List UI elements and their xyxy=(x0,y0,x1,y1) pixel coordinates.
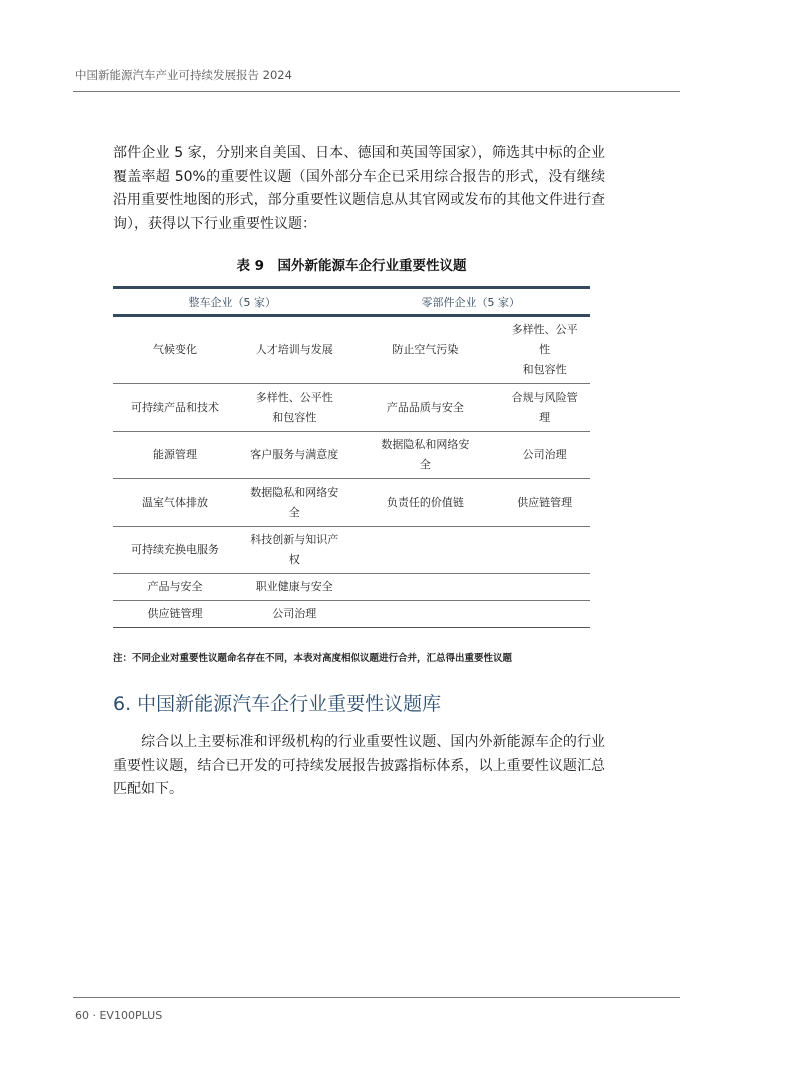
intro-paragraph: 部件企业 5 家，分别来自美国、日本、德国和英国等国家），筛选其中标的企业覆盖率超 50%的重要性议题（国外部分车企已采用综合报告的形式，没有继续沿用重要性地图的形式，部分重要性议题信息从其官网或发布的其他文件进行查询），获得以下行业重要性议题： xyxy=(113,145,605,232)
table-cell xyxy=(113,527,237,574)
cell-text: 供应链管理 xyxy=(147,607,203,620)
cell-text: 产品与安全 xyxy=(147,580,203,593)
table-row xyxy=(113,601,590,628)
table-row xyxy=(113,432,590,479)
table-row xyxy=(113,479,590,527)
table-cell xyxy=(351,479,499,527)
cell-text: 职业健康与安全 xyxy=(255,580,333,593)
table-cell xyxy=(113,432,237,479)
cell-text: 性 xyxy=(539,343,551,356)
cell-text: 温室气体排放 xyxy=(142,495,208,509)
header-divider xyxy=(73,91,680,92)
cell-text: 负责任的价值链 xyxy=(386,495,464,509)
cell-text: 多样性、公平 xyxy=(511,323,578,336)
cell-text: 和包容性 xyxy=(272,410,317,424)
running-header: 中国新能源汽车产业可持续发展报告 2024 xyxy=(75,68,292,82)
cell-text: 科技创新与知识产 xyxy=(250,533,339,546)
table-cell xyxy=(113,574,237,601)
table-cell xyxy=(351,384,499,432)
cell-text: 合规与风险管 xyxy=(511,390,578,404)
header-vehicle-makers: 整车企业（5 家） xyxy=(113,288,351,316)
table-cell xyxy=(237,527,351,574)
cell-text: 可持续产品和技术 xyxy=(131,400,219,414)
table-cell xyxy=(113,316,237,384)
cell-text: 可持续充换电服务 xyxy=(131,543,219,556)
cell-text: 产品品质与安全 xyxy=(386,400,464,414)
table-cell xyxy=(499,601,590,628)
table-cell xyxy=(237,574,351,601)
table-cell xyxy=(499,316,590,384)
header-parts-suppliers: 零部件企业（5 家） xyxy=(351,288,590,316)
cell-text: 多样性、公平性 xyxy=(255,390,333,404)
cell-text: 供应链管理 xyxy=(517,495,573,509)
table-cell xyxy=(351,316,499,384)
cell-text: 气候变化 xyxy=(153,343,197,356)
cell-text: 防止空气污染 xyxy=(392,343,459,356)
table-cell xyxy=(237,601,351,628)
cell-text: 权 xyxy=(288,553,300,566)
table-cell xyxy=(499,432,590,479)
cell-text: 全 xyxy=(419,458,431,471)
table-cell xyxy=(351,574,499,601)
table-cell xyxy=(113,479,237,527)
table-cell xyxy=(351,527,499,574)
table-cell xyxy=(237,479,351,527)
table-row xyxy=(113,527,590,574)
cell-text: 客户服务与满意度 xyxy=(250,448,339,461)
table-cell xyxy=(237,384,351,432)
cell-text: 和包容性 xyxy=(522,363,567,376)
table-note: 注：不同企业对重要性议题命名存在不同，本表对高度相似议题进行合并，汇总得出重要性议题 xyxy=(113,653,513,664)
table-row xyxy=(113,574,590,601)
table-cell xyxy=(351,432,499,479)
table-cell xyxy=(499,574,590,601)
page-footer: 60 · EV100PLUS xyxy=(75,1009,163,1022)
table-cell xyxy=(237,432,351,479)
cell-text: 公司治理 xyxy=(272,607,317,620)
cell-text: 人才培训与发展 xyxy=(255,343,333,356)
topics-table xyxy=(113,286,590,628)
table-cell xyxy=(113,384,237,432)
table-cell xyxy=(237,316,351,384)
cell-text: 全 xyxy=(288,505,300,519)
cell-text: 数据隐私和网络安 xyxy=(250,485,339,499)
section-title: 6. 中国新能源汽车企行业重要性议题库 xyxy=(113,693,442,715)
table-cell xyxy=(113,601,237,628)
cell-text: 能源管理 xyxy=(153,448,197,461)
table-cell xyxy=(499,384,590,432)
table-cell xyxy=(499,479,590,527)
table-cell xyxy=(351,601,499,628)
table-cell xyxy=(499,527,590,574)
table-row xyxy=(113,384,590,432)
table-caption: 表 9 国外新能源车企行业重要性议题 xyxy=(236,258,467,274)
cell-text: 理 xyxy=(539,410,551,424)
table-row xyxy=(113,316,590,384)
footer-divider xyxy=(73,997,680,998)
cell-text: 数据隐私和网络安 xyxy=(381,438,470,451)
cell-text: 公司治理 xyxy=(522,448,567,461)
section-paragraph: 综合以上主要标准和评级机构的行业重要性议题、国内外新能源车企的行业重要性议题，结合已开发的可持续发展报告披露指标体系，以上重要性议题汇总匹配如下。 xyxy=(113,734,605,797)
